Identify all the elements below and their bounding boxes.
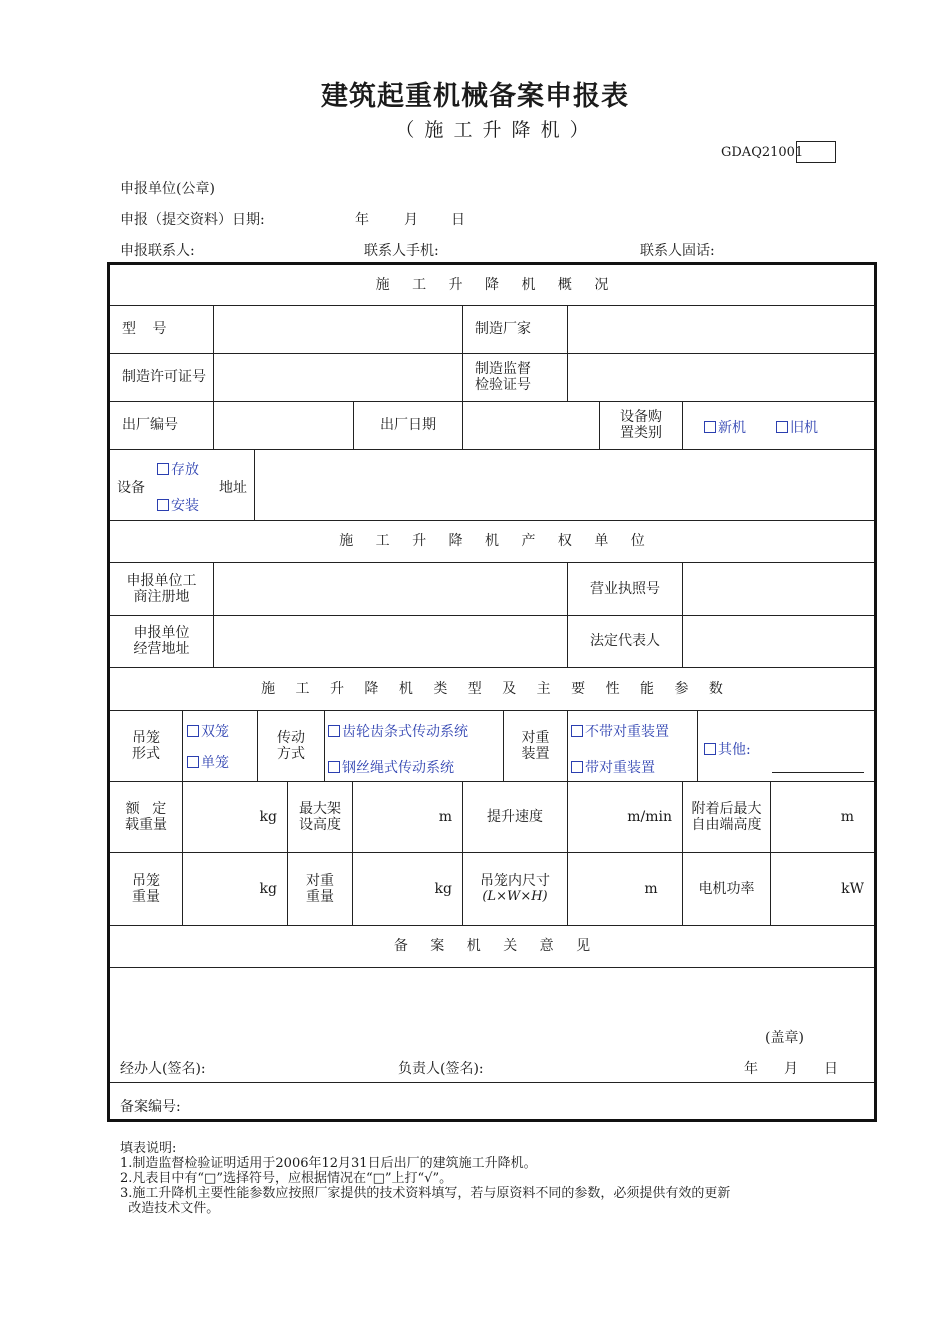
note-2: 2.凡表目中有“□”选择符号，应根据情况在“□”上打“√”。 xyxy=(120,1171,453,1186)
biz-license-label: 营业执照号 xyxy=(590,580,660,597)
opinion-area[interactable] xyxy=(110,968,874,1082)
phone-label: 联系人固话: xyxy=(640,243,715,259)
option-store[interactable]: 存放 xyxy=(157,459,199,479)
address-label: 地址 xyxy=(219,480,247,496)
option-rack-pinion[interactable]: 齿轮齿条式传动系统 xyxy=(328,721,468,741)
applicant-unit-label: 申报单位(公章) xyxy=(120,181,215,197)
rated-load-unit[interactable]: kg xyxy=(259,808,277,825)
option-single-cage[interactable]: 单笼 xyxy=(187,752,229,772)
address-input[interactable] xyxy=(255,449,874,520)
other-input-line[interactable] xyxy=(772,772,864,773)
option-no-counterweight[interactable]: 不带对重装置 xyxy=(571,721,669,741)
manufacturer-label: 制造厂家 xyxy=(475,321,531,337)
checkbox-icon xyxy=(157,463,169,475)
seal-label: (盖章) xyxy=(765,1030,804,1046)
cw-weight-label: 对重 重量 xyxy=(306,872,334,905)
inspection-label: 制造监督 检验证号 xyxy=(475,361,531,393)
license-label: 制造许可证号 xyxy=(122,369,206,385)
option-other[interactable]: 其他: xyxy=(704,739,751,759)
max-height-unit[interactable]: m xyxy=(438,808,452,825)
checkbox-icon xyxy=(571,725,583,737)
reg-address-input[interactable] xyxy=(214,562,567,615)
reg-address-label: 申报单位工 商注册地 xyxy=(126,572,197,605)
model-label: 型 号 xyxy=(122,321,167,337)
checkbox-icon xyxy=(187,756,199,768)
mobile-label: 联系人手机: xyxy=(364,243,439,259)
free-height-label: 附着后最大 自由端高度 xyxy=(691,800,762,833)
submit-month: 月 xyxy=(404,212,418,228)
checkbox-icon xyxy=(157,499,169,511)
responsible-signature-label: 负责人(签名): xyxy=(398,1061,484,1077)
free-height-unit[interactable]: m xyxy=(840,808,854,825)
option-double-cage[interactable]: 双笼 xyxy=(187,721,229,741)
form-code-box[interactable] xyxy=(796,141,836,163)
legal-rep-input[interactable] xyxy=(683,615,874,667)
drive-type-label: 传动 方式 xyxy=(277,729,305,762)
biz-license-input[interactable] xyxy=(683,562,874,615)
biz-address-label: 申报单位 经营地址 xyxy=(133,625,190,657)
cage-weight-unit[interactable]: kg xyxy=(259,880,277,897)
ownership-heading: 施 工 升 降 机 产 权 单 位 xyxy=(339,533,645,549)
opinion-year: 年 xyxy=(744,1061,758,1077)
option-install[interactable]: 安装 xyxy=(157,495,199,515)
submit-date-label: 申报（提交资料）日期: xyxy=(120,212,265,228)
checkbox-icon xyxy=(704,743,716,755)
option-wire-rope[interactable]: 钢丝绳式传动系统 xyxy=(328,757,454,777)
note-3-continued: 改造技术文件。 xyxy=(120,1201,220,1216)
model-input[interactable] xyxy=(214,305,462,353)
motor-power-label: 电机功率 xyxy=(698,880,755,897)
lift-speed-unit[interactable]: m/min xyxy=(627,808,672,825)
opinion-month: 月 xyxy=(784,1061,798,1077)
cage-weight-label: 吊笼 重量 xyxy=(132,872,160,905)
purchase-type-label: 设备购 置类别 xyxy=(620,409,662,441)
cage-size-label: 吊笼内尺寸 (L×W×H) xyxy=(480,872,550,904)
record-number-label: 备案编号: xyxy=(120,1099,181,1115)
handler-signature-label: 经办人(签名): xyxy=(120,1061,206,1077)
cw-weight-unit[interactable]: kg xyxy=(434,880,452,897)
cage-form-label: 吊笼 形式 xyxy=(132,729,160,762)
notes-title: 填表说明: xyxy=(120,1141,177,1156)
biz-address-input[interactable] xyxy=(214,615,567,667)
submit-day: 日 xyxy=(451,212,465,228)
checkbox-icon xyxy=(328,761,340,773)
form-code: GDAQ21001 xyxy=(721,145,804,160)
lift-speed-label: 提升速度 xyxy=(487,808,543,825)
rated-load-label: 额 定 载重量 xyxy=(125,800,167,833)
checkbox-icon xyxy=(187,725,199,737)
device-label: 设备 xyxy=(117,480,145,496)
form-title: 建筑起重机械备案申报表 xyxy=(321,81,629,112)
serial-input[interactable] xyxy=(214,401,353,449)
submit-year: 年 xyxy=(355,212,369,228)
counterweight-label: 对重 装置 xyxy=(521,729,550,762)
cage-size-unit[interactable]: m xyxy=(644,880,658,897)
overview-heading: 施 工 升 降 机 概 况 xyxy=(375,277,609,293)
form-notes xyxy=(120,1141,880,1216)
form-subtitle: （ 施 工 升 降 机 ） xyxy=(395,119,591,141)
option-with-counterweight[interactable]: 带对重装置 xyxy=(571,757,655,777)
note-3: 3.施工升降机主要性能参数应按照厂家提供的技术资料填写，若与原资料不同的参数，必须提供有效的更新 xyxy=(120,1186,731,1201)
checkbox-icon xyxy=(704,421,716,433)
license-input[interactable] xyxy=(214,353,462,401)
opinion-heading: 备 案 机 关 意 见 xyxy=(393,938,591,954)
checkbox-icon xyxy=(328,725,340,737)
checkbox-icon xyxy=(776,421,788,433)
motor-power-unit[interactable]: kW xyxy=(841,880,864,897)
legal-rep-label: 法定代表人 xyxy=(590,633,660,649)
option-new[interactable]: 新机 xyxy=(704,417,746,437)
factory-date-label: 出厂日期 xyxy=(380,417,436,433)
serial-label: 出厂编号 xyxy=(122,417,178,433)
note-1: 1.制造监督检验证明适用于2006年12月31日后出厂的建筑施工升降机。 xyxy=(120,1156,537,1171)
factory-date-input[interactable] xyxy=(463,401,599,449)
inspection-input[interactable] xyxy=(568,353,874,401)
max-height-label: 最大架 设高度 xyxy=(299,800,341,833)
contact-label: 申报联系人: xyxy=(120,243,195,259)
form-sheet xyxy=(107,262,877,1122)
option-old[interactable]: 旧机 xyxy=(776,417,818,437)
manufacturer-input[interactable] xyxy=(568,305,874,353)
params-heading: 施 工 升 降 机 类 型 及 主 要 性 能 参 数 xyxy=(261,680,723,697)
opinion-day: 日 xyxy=(824,1061,838,1077)
checkbox-icon xyxy=(571,761,583,773)
